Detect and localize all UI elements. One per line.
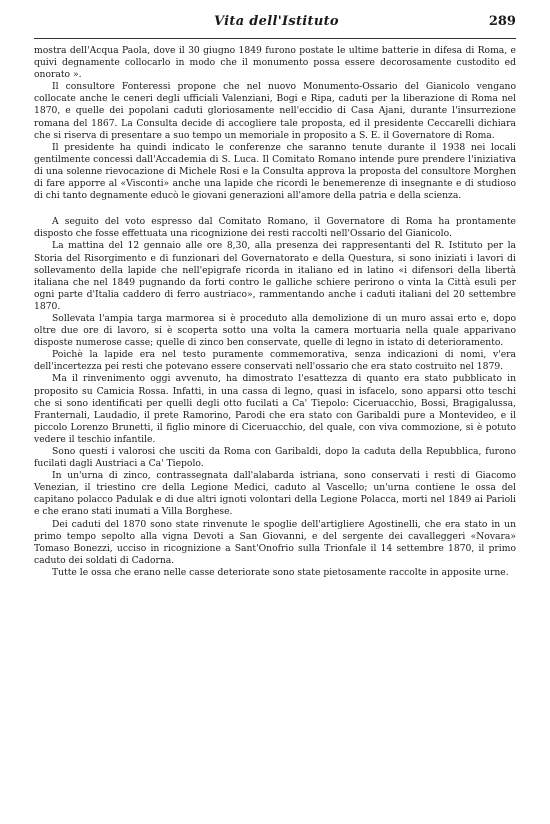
paragraph: In un'urna di zinco, contrassegnata dall'alabarda istriana, sono conservati i resti di Giacomo Venezian, il triestino cre della Legione Medici, caduto al Vascello; un'urna contiene le ossa del capitano polacco Padulak e di due altri ignoti volontari della Legione Polacca, morti nel 1849 ai Parioli e che erano stati inumati a Villa Borghese.: [34, 470, 516, 518]
paragraph: A seguito del voto espresso dal Comitato Romano, il Governatore di Roma ha prontamente disposto che fosse effettuata una ricognizione dei resti raccolti nell'Ossario del Gianicolo.: [34, 216, 516, 240]
paragraph: La mattina del 12 gennaio alle ore 8,30, alla presenza dei rappresentanti del R. Istituto per la Storia del Risorgimento e di funzionari del Governatorato e della Questura, si sono iniziati i lavori di sollevamento della lapide che nell'epigrafe ricorda in italiano ed in latino «i difensori della libertà italiana che nel 1849 pugnando da forti contro le galliche schiere perirono o vinta la Città esuli per ogni parte d'Italia caddero di ferro austriaco», rammentando anche i caduti italiani del 20 settembre 1870.: [34, 240, 516, 312]
paragraph: Dei caduti del 1870 sono state rinvenute le spoglie dell'artigliere Agostinelli, che era stato in un primo tempo sepolto alla vigna Devoti a San Giovanni, e del sergente dei cavalleggeri «Novara» Tomaso Bonezzi, ucciso in ricognizione a Sant'Onofrio sulla Trionfale il 14 settembre 1870, il primo caduto dei soldati di Cadorna.: [34, 518, 516, 566]
paragraph: Il presidente ha quindi indicato le conferenze che saranno tenute durante il 1938 nei locali gentilmente concessi dall'Accademia di S. Luca. Il Comitato Romano intende pure prendere l'iniziativa di una solenne rievocazione di Michele Rosi e la Consulta approva la proposta del consultore Morghen di fare apporre al «Visconti» anche una lapide che ricordi le benemerenze di insegnante e di studioso di chi tanto degnamente educò le giovani generazioni all'amore della patria e della scienza.: [34, 141, 516, 202]
document-page: [34, 14, 516, 579]
paragraph: Tutte le ossa che erano nelle casse deteriorate sono state pietosamente raccolte in apposite urne.: [52, 566, 509, 578]
paragraph: Il consultore Fonteressi propone che nel nuovo Monumento-Ossario del Gianicolo vengano collocate anche le ceneri degli ufficiali Valenziani, Bogi e Ripa, caduti per la liberazione di Roma nel 1870, e quelle dei popolani caduti gloriosamente nell'eccidio di Casa Ajani, durante l'insurrezione romana del 1867. La Consulta decide di accogliere tale proposta, ed il presidente Ceccarelli dichiara che si riserva di presentare a suo tempo un memoriale in proposito a S. E. il Governatore di Roma.: [34, 81, 516, 141]
page-number: 289: [488, 14, 516, 29]
paragraph: Sollevata l'ampia targa marmorea si è proceduto alla demolizione di un muro assai erto e, dopo oltre due ore di lavoro, si è scoperta sotto una volta la camera mortuaria nella quale apparivano disposte numerose casse; quelle di zinco ben conservate, quelle di legno in istato di deterioramento.: [34, 312, 516, 349]
page-header: [34, 14, 516, 39]
paragraph: mostra dell'Acqua Paola, dove il 30 giugno 1849 furono postate le ultime batterie in difesa di Roma, e quivi degnamente collocarlo in modo che il monumento possa essere decorosamente custodito ed onorato ».: [34, 45, 516, 81]
body-text: [34, 45, 516, 579]
paragraph: Ma il rinvenimento oggi avvenuto, ha dimostrato l'esattezza di quanto era stato pubblicato in proposito su Camicia Rossa. Infatti, in una cassa di legno, quasi in isfacelo, sono apparsi otto teschi che si sono identificati per quelli degli otto fucilati a Ca' Tiepolo: Ciceruacchio, Bossi, Bragigalussa, Franternali, Laudadio, il prete Ramorino, Parodi che era stato con Garibaldi pure a Montevideo, e il piccolo Lorenzo Brunetti, il figlio minore di Ciceruacchio, del quale, con viva commozione, si è potuto vedere il teschio infantile.: [34, 373, 516, 445]
paragraph: Poichè la lapide era nel testo puramente commemorativa, senza indicazioni di nomi, v'era dell'incertezza pei resti che potevano essere conservati nell'ossario che era stato costruito nel 1879.: [34, 349, 516, 373]
running-title: Vita dell'Istituto: [214, 14, 339, 29]
paragraph: Sono questi i valorosi che usciti da Roma con Garibaldi, dopo la caduta della Repubblica, furono fucilati dagli Austriaci a Ca' Tiepolo.: [34, 446, 516, 470]
